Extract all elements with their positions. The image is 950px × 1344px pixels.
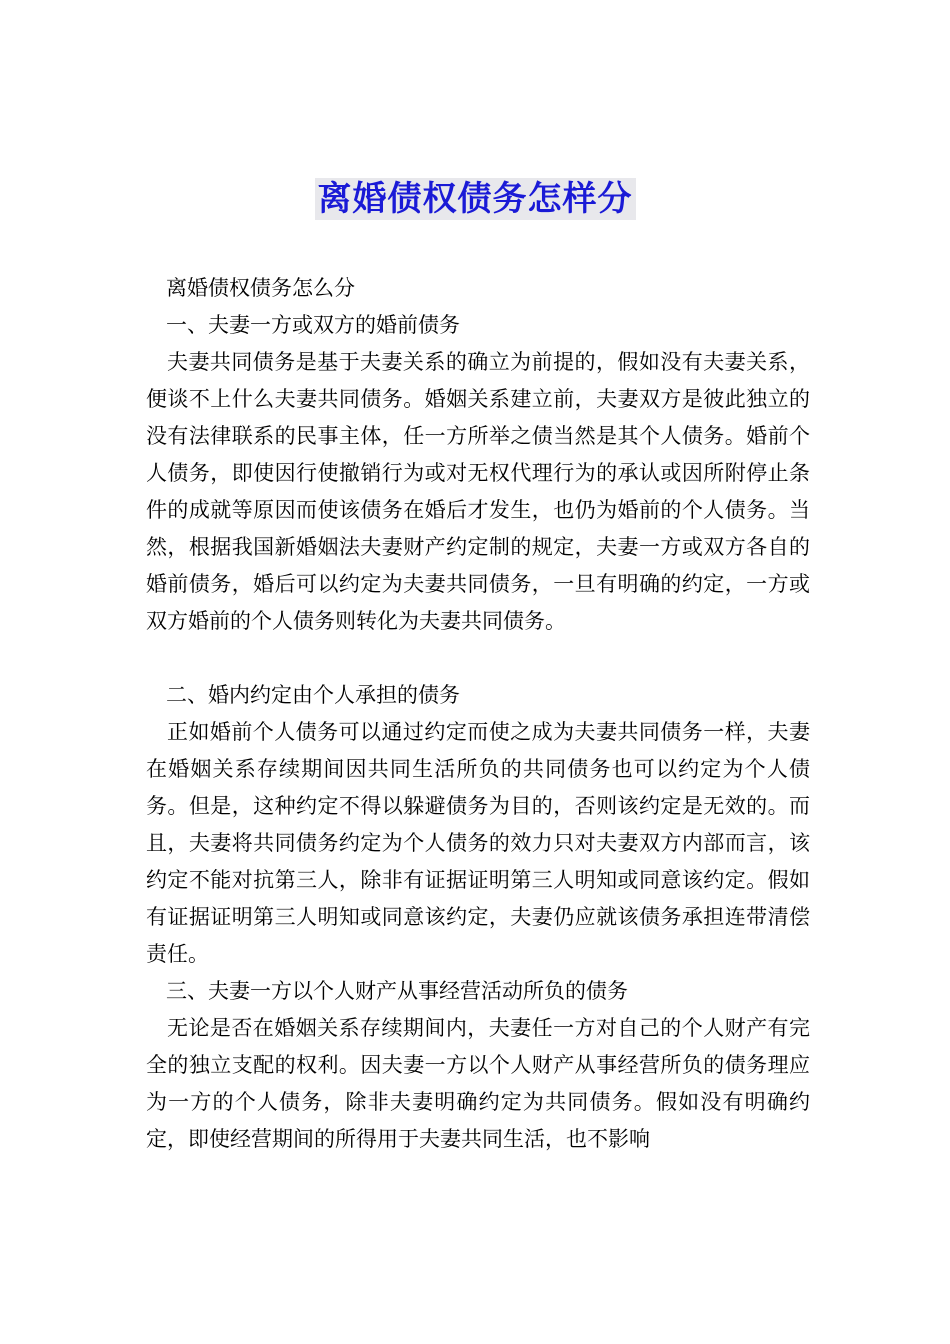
document-subtitle: 离婚债权债务怎么分 <box>166 276 355 300</box>
paragraph-spacer <box>146 640 810 677</box>
section-paragraph-1: 夫妻共同债务是基于夫妻关系的确立为前提的，假如没有夫妻关系，便谈不上什么夫妻共同债务。婚姻关系建立前，夫妻双方是彼此独立的没有法律联系的民事主体，任一方所举之债当然是其个人债务。婚前个人债务，即使因行使撤销行为或对无权代理行为的承认或因所附停止条件的成就等原因而使该债务在婚后才发生，也仍为婚前的个人债务。当然，根据我国新婚姻法夫妻财产约定制的规定，夫妻一方或双方各自的婚前债务，婚后可以约定为夫妻共同债务，一旦有明确的约定，一方或双方婚前的个人债务则转化为夫妻共同债务。 <box>146 350 810 633</box>
section-heading-1: 一、夫妻一方或双方的婚前债务 <box>166 313 460 337</box>
document-body <box>146 270 810 1158</box>
document-title: 离婚债权债务怎样分 <box>315 178 636 220</box>
section-paragraph-2: 正如婚前个人债务可以通过约定而使之成为夫妻共同债务一样，夫妻在婚姻关系存续期间因共同生活所负的共同债务也可以约定为个人债务。但是，这种约定不得以躲避债务为目的，否则该约定是无效的。而且，夫妻将共同债务约定为个人债务的效力只对夫妻双方内部而言，该约定不能对抗第三人，除非有证据证明第三人明知或同意该约定。假如有证据证明第三人明知或同意该约定，夫妻仍应就该债务承担连带清偿责任。 <box>146 720 810 966</box>
section-paragraph-3: 无论是否在婚姻关系存续期间内，夫妻任一方对自己的个人财产有完全的独立支配的权利。因夫妻一方以个人财产从事经营所负的债务理应为一方的个人债务，除非夫妻明确约定为共同债务。假如没有明确约定，即使经营期间的所得用于夫妻共同生活，也不影响 <box>146 1016 810 1151</box>
section-heading-3: 三、夫妻一方以个人财产从事经营活动所负的债务 <box>166 979 628 1003</box>
section-heading-2: 二、婚内约定由个人承担的债务 <box>166 683 460 707</box>
title-container <box>0 178 950 220</box>
